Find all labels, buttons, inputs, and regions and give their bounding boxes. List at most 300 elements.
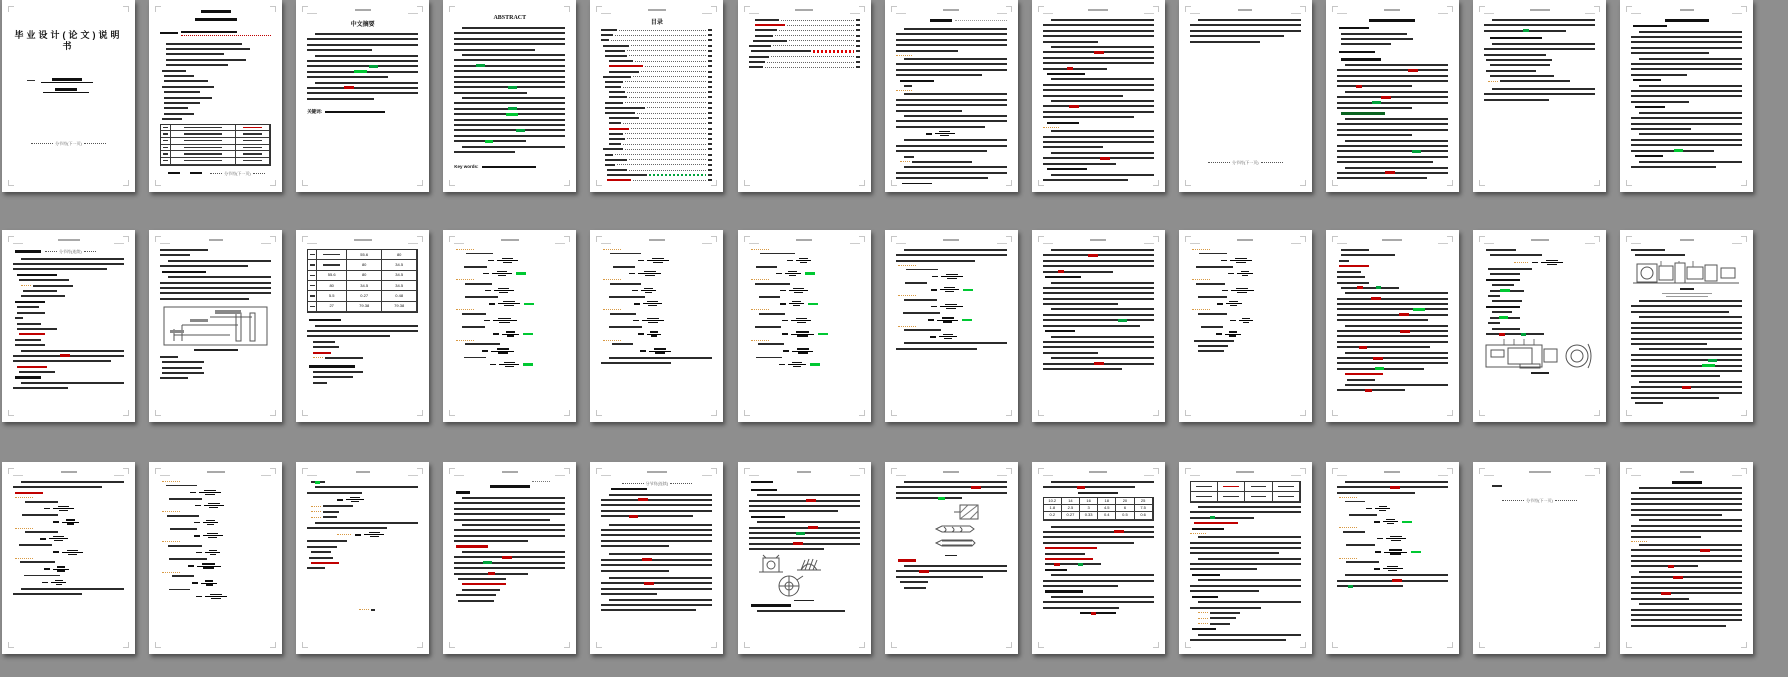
sim-lines bbox=[1484, 311, 1595, 329]
sim-formula bbox=[779, 362, 859, 367]
sim-paragraph bbox=[1337, 574, 1448, 587]
page-header bbox=[1190, 238, 1301, 247]
sim-formula bbox=[1222, 288, 1301, 293]
sim-lines bbox=[1484, 284, 1595, 302]
page-thumbnail-10[interactable] bbox=[1326, 0, 1459, 192]
sim-paragraph bbox=[1631, 381, 1742, 399]
sim-lines bbox=[454, 578, 565, 591]
sim-lines bbox=[1484, 59, 1595, 66]
sim-formula bbox=[1375, 549, 1448, 554]
task-title-line bbox=[160, 31, 271, 36]
page-header bbox=[1043, 8, 1154, 17]
sim-formula bbox=[44, 566, 124, 571]
note-sim bbox=[1043, 612, 1154, 614]
sim-formula bbox=[787, 258, 859, 263]
sim-paragraph bbox=[896, 342, 1007, 349]
sim-formula bbox=[194, 520, 272, 525]
sim-paragraph bbox=[1043, 152, 1154, 165]
section-heading: ABSTRACT bbox=[493, 15, 527, 21]
sim-paragraph bbox=[454, 551, 565, 575]
sim-formula bbox=[195, 503, 271, 508]
sim-formula bbox=[1377, 536, 1448, 541]
sim-paragraph bbox=[307, 486, 418, 493]
sim-paragraph bbox=[1631, 112, 1742, 130]
subheading-sim bbox=[751, 516, 785, 518]
page-header bbox=[1631, 8, 1742, 17]
sim-paragraph bbox=[1337, 167, 1448, 180]
sim-paragraph bbox=[13, 382, 124, 389]
sim-paragraph bbox=[454, 27, 565, 51]
sim-paragraph bbox=[1190, 579, 1301, 592]
sim-lines bbox=[1190, 522, 1301, 524]
sim-lines bbox=[160, 249, 271, 256]
subheading-sim bbox=[1341, 112, 1385, 114]
page-header bbox=[1337, 8, 1448, 17]
page-thumbnail-11[interactable] bbox=[1473, 0, 1606, 192]
page-header bbox=[1484, 470, 1595, 479]
sim-paragraph bbox=[749, 521, 860, 550]
page-thumbnail-6[interactable] bbox=[738, 0, 871, 192]
page-thumbnail-22[interactable] bbox=[1326, 230, 1459, 422]
sim-lines bbox=[160, 43, 271, 120]
sim-formula bbox=[196, 550, 271, 555]
subheading-sim bbox=[900, 80, 934, 82]
sim-paragraph bbox=[1484, 19, 1595, 32]
subheading-sim bbox=[162, 271, 206, 273]
page-header bbox=[601, 238, 712, 247]
page-thumbnail-14[interactable] bbox=[149, 230, 282, 422]
subheading-sim bbox=[1490, 37, 1542, 39]
sim-lines bbox=[1337, 287, 1448, 289]
sim-paragraph bbox=[1190, 634, 1301, 641]
sim-formula bbox=[640, 348, 713, 353]
page-header bbox=[1484, 238, 1595, 247]
page-thumbnail-12[interactable] bbox=[1620, 0, 1753, 192]
toc-lines bbox=[601, 29, 712, 181]
page-header bbox=[1631, 470, 1742, 479]
table-sim bbox=[1190, 481, 1301, 503]
page-header bbox=[601, 470, 712, 479]
figure-cutter bbox=[749, 554, 860, 598]
sim-lines bbox=[307, 557, 418, 570]
table-sim: 55.6 80 80 34.5 55.6 80 34.5 80 34.5 34.5 5.5 0.27 0.48 27 79.38 79.38 bbox=[307, 249, 418, 313]
sim-formula bbox=[490, 362, 565, 367]
figure-caption-sim bbox=[896, 555, 1007, 557]
subheading-sim bbox=[15, 376, 41, 378]
page-header bbox=[13, 470, 124, 479]
sim-paragraph bbox=[749, 610, 860, 612]
sim-paragraph bbox=[601, 494, 712, 518]
section-break-marker: 分节符(下一页) bbox=[13, 141, 124, 146]
sim-paragraph bbox=[1337, 352, 1448, 370]
page-thumbnail-9[interactable] bbox=[1179, 0, 1312, 192]
page-header bbox=[601, 8, 712, 17]
sim-formula bbox=[638, 331, 713, 336]
sim-paragraph bbox=[1631, 31, 1742, 55]
sim-formula bbox=[484, 318, 565, 323]
sim-lines bbox=[307, 609, 418, 611]
subheading-sim bbox=[1339, 27, 1369, 29]
sim-formula bbox=[192, 580, 271, 585]
keywords-line: 关键词: bbox=[307, 109, 418, 115]
sim-paragraph bbox=[1190, 601, 1301, 608]
sim-formula bbox=[42, 580, 124, 585]
sim-paragraph bbox=[13, 258, 124, 271]
sim-paragraph bbox=[1484, 43, 1595, 56]
sim-paragraph bbox=[454, 54, 565, 94]
sim-paragraph bbox=[896, 139, 1007, 152]
subheading-sim bbox=[1192, 596, 1218, 598]
figure-caption-sim bbox=[749, 600, 860, 602]
sim-paragraph bbox=[454, 146, 565, 153]
subheading-sim bbox=[1341, 58, 1381, 60]
page-thumbnail-21[interactable] bbox=[1179, 230, 1312, 422]
sim-paragraph bbox=[1631, 348, 1742, 377]
sim-formula bbox=[928, 317, 1007, 322]
sim-paragraph bbox=[13, 481, 124, 488]
sim-lines bbox=[1631, 402, 1742, 404]
subheading-sim bbox=[1339, 51, 1375, 53]
sim-lines bbox=[307, 505, 418, 518]
page-thumbnail-30[interactable] bbox=[738, 462, 871, 654]
sim-paragraph bbox=[1484, 88, 1595, 101]
heading-sim bbox=[1337, 19, 1448, 22]
sim-paragraph bbox=[1337, 91, 1448, 109]
sim-paragraph bbox=[13, 350, 124, 363]
sim-paragraph bbox=[601, 577, 712, 595]
sim-paragraph bbox=[307, 33, 418, 51]
sim-paragraph bbox=[1631, 316, 1742, 345]
subheading-sim bbox=[309, 365, 355, 367]
sim-paragraph bbox=[1043, 526, 1154, 544]
page-thumbnail-2[interactable] bbox=[149, 0, 282, 192]
sim-formula bbox=[485, 288, 566, 293]
page-thumbnail-24[interactable] bbox=[1620, 230, 1753, 422]
sim-paragraph bbox=[1043, 249, 1154, 273]
sim-formula bbox=[1374, 566, 1448, 571]
figure-caption-sim bbox=[160, 349, 271, 351]
sim-paragraph bbox=[1631, 300, 1742, 313]
page-thumbnail-36[interactable] bbox=[1620, 462, 1753, 654]
sim-formula bbox=[40, 536, 124, 541]
page-header bbox=[1337, 470, 1448, 479]
sim-paragraph bbox=[1337, 481, 1448, 494]
subheading-sim bbox=[456, 491, 470, 493]
figure-drillpart bbox=[896, 503, 1007, 553]
subheading-sim bbox=[17, 274, 57, 276]
sim-paragraph bbox=[1631, 541, 1742, 568]
sim-paragraph bbox=[601, 524, 712, 548]
sim-formula bbox=[194, 533, 272, 538]
subheading-sim bbox=[1045, 569, 1067, 571]
sim-formula bbox=[1514, 260, 1595, 265]
sim-formula bbox=[776, 271, 860, 276]
page-thumbnail-8[interactable] bbox=[1032, 0, 1165, 192]
sim-lines bbox=[1043, 547, 1154, 565]
sim-formula bbox=[1228, 271, 1300, 276]
page-header bbox=[160, 238, 271, 247]
figure-figbox bbox=[160, 305, 271, 347]
sim-paragraph bbox=[160, 260, 271, 267]
subheading-sim bbox=[1635, 106, 1665, 108]
heading-sim bbox=[454, 485, 565, 488]
sim-paragraph bbox=[1631, 519, 1742, 537]
page-header bbox=[1043, 238, 1154, 247]
figure-caption-sim bbox=[1484, 372, 1595, 374]
subheading-sim bbox=[1192, 574, 1220, 576]
sim-formula bbox=[638, 258, 713, 263]
page-header bbox=[1337, 238, 1448, 247]
sim-formula bbox=[780, 288, 860, 293]
sim-paragraph bbox=[601, 599, 712, 612]
sim-paragraph bbox=[1043, 127, 1154, 148]
subheading-sim bbox=[1047, 122, 1079, 124]
page-thumbnail-20[interactable] bbox=[1032, 230, 1165, 422]
sim-paragraph bbox=[1631, 571, 1742, 600]
page-thumbnail-15[interactable] bbox=[296, 230, 429, 422]
sim-paragraph bbox=[1043, 574, 1154, 587]
sim-formula bbox=[188, 563, 271, 568]
sim-paragraph bbox=[1631, 161, 1742, 168]
page-header bbox=[896, 8, 1007, 17]
subheading-sim bbox=[15, 492, 43, 494]
sim-formula bbox=[53, 550, 124, 555]
figure-machine2 bbox=[1631, 260, 1742, 286]
sim-paragraph bbox=[1043, 174, 1154, 181]
section-break-marker: 分节符(下一页) bbox=[1190, 160, 1301, 165]
sim-paragraph bbox=[1043, 357, 1154, 370]
sim-lines bbox=[13, 366, 124, 373]
sim-paragraph bbox=[1043, 78, 1154, 96]
sim-paragraph bbox=[13, 588, 124, 595]
subheading-sim bbox=[1635, 155, 1663, 157]
sim-lines bbox=[896, 156, 1007, 163]
sim-paragraph bbox=[601, 553, 712, 571]
sim-paragraph bbox=[1631, 58, 1742, 76]
page-header bbox=[454, 238, 565, 247]
subheading-sim bbox=[1045, 276, 1081, 278]
section-heading: 目录 bbox=[650, 20, 663, 26]
subheading-sim bbox=[751, 604, 791, 606]
subheading-sim bbox=[1045, 330, 1075, 332]
sim-lines bbox=[1484, 485, 1595, 487]
sim-formula bbox=[482, 348, 565, 353]
sim-paragraph bbox=[454, 524, 565, 542]
sim-paragraph bbox=[307, 325, 418, 338]
sim-paragraph bbox=[160, 276, 271, 300]
page-thumbnail-19[interactable] bbox=[885, 230, 1018, 422]
page-header bbox=[749, 470, 860, 479]
document-title: 毕业设计(论文)说明书 bbox=[14, 30, 123, 51]
sim-paragraph bbox=[896, 28, 1007, 52]
page-thumbnail-29[interactable] bbox=[590, 462, 723, 654]
sim-paragraph bbox=[1190, 533, 1301, 554]
page-thumbnail-13[interactable] bbox=[2, 230, 135, 422]
subheading-sim bbox=[1192, 528, 1224, 530]
page-thumbnail-4[interactable] bbox=[443, 0, 576, 192]
sim-lines bbox=[1631, 249, 1742, 256]
table-sim: 10.2 14 16 18 20 25 1.8 2.5 3 4.5 6 7.5 0.2 0.27 0.33 0.4 0.5 0.6 bbox=[1043, 497, 1154, 521]
sim-paragraph bbox=[601, 357, 712, 364]
sim-formula bbox=[1366, 506, 1448, 511]
sim-lines bbox=[1484, 268, 1595, 275]
sim-formula bbox=[633, 318, 712, 323]
section-break-marker: 分节符(下一页) bbox=[1484, 498, 1595, 503]
page-header bbox=[1190, 470, 1301, 479]
sim-formula bbox=[782, 318, 859, 323]
page-header bbox=[896, 470, 1007, 479]
sim-paragraph bbox=[1043, 19, 1154, 43]
sim-formula bbox=[931, 287, 1007, 292]
sim-paragraph bbox=[1190, 19, 1301, 37]
sim-paragraph bbox=[896, 90, 1007, 111]
sim-formula bbox=[782, 331, 859, 336]
page-thumbnail-3[interactable] bbox=[296, 0, 429, 192]
sim-formula bbox=[337, 532, 418, 537]
sim-paragraph bbox=[307, 82, 418, 100]
subheading-sim bbox=[1192, 628, 1216, 630]
page-header bbox=[307, 238, 418, 247]
sim-formula bbox=[931, 304, 1007, 309]
subheading-sim bbox=[1047, 73, 1085, 75]
page-thumbnail-34[interactable] bbox=[1326, 462, 1459, 654]
page-header bbox=[1631, 238, 1742, 247]
sim-formula bbox=[44, 506, 124, 511]
page-header bbox=[749, 8, 860, 17]
sim-lines bbox=[1337, 249, 1448, 262]
sim-paragraph bbox=[1043, 336, 1154, 354]
sim-formula bbox=[1221, 258, 1300, 263]
page-thumbnail-25[interactable] bbox=[2, 462, 135, 654]
subheading-sim bbox=[15, 301, 45, 303]
sim-paragraph bbox=[1337, 384, 1448, 391]
sim-paragraph bbox=[454, 97, 565, 142]
sim-lines bbox=[896, 85, 1007, 87]
page-header bbox=[1190, 8, 1301, 17]
sim-lines bbox=[454, 481, 565, 482]
sim-lines bbox=[307, 371, 418, 384]
sim-lines bbox=[13, 279, 124, 297]
sim-lines bbox=[1337, 373, 1448, 380]
heading-sim bbox=[1631, 481, 1742, 484]
sim-paragraph bbox=[1337, 118, 1448, 136]
sim-formula bbox=[780, 301, 860, 306]
heading-sim bbox=[1631, 19, 1742, 22]
subheading-sim bbox=[1633, 25, 1667, 27]
sim-lines bbox=[307, 540, 418, 553]
sim-formula bbox=[926, 131, 1007, 136]
sim-lines bbox=[1190, 41, 1301, 43]
subheading-sim bbox=[898, 559, 916, 561]
sim-lines bbox=[896, 581, 1007, 588]
sim-paragraph bbox=[1631, 85, 1742, 103]
subheading-sim bbox=[751, 481, 773, 483]
subheading-sim bbox=[456, 545, 488, 547]
subheading-sim bbox=[751, 489, 777, 491]
page-thumbnail-18[interactable] bbox=[738, 230, 871, 422]
page-header bbox=[1484, 8, 1595, 17]
sim-lines bbox=[1484, 249, 1595, 256]
sim-lines bbox=[13, 306, 124, 346]
sim-paragraph bbox=[896, 481, 1007, 499]
sim-paragraph bbox=[307, 522, 418, 529]
section-break-marker: 分节符(连续) bbox=[13, 249, 124, 254]
sim-formula bbox=[489, 301, 566, 306]
page-thumbnail-26[interactable] bbox=[149, 462, 282, 654]
sim-formula bbox=[1216, 331, 1301, 336]
sim-paragraph bbox=[896, 249, 1007, 262]
sim-lines bbox=[1484, 333, 1595, 335]
page-thumbnail-17[interactable] bbox=[590, 230, 723, 422]
sim-paragraph bbox=[1190, 558, 1301, 571]
page-thumbnail-23[interactable] bbox=[1473, 230, 1606, 422]
sim-formula bbox=[634, 301, 712, 306]
page-thumbnail-7[interactable] bbox=[885, 0, 1018, 192]
page-header bbox=[13, 238, 124, 247]
page-thumbnail-5[interactable] bbox=[590, 0, 723, 192]
page-header bbox=[1043, 470, 1154, 479]
sim-paragraph bbox=[1043, 596, 1154, 609]
sim-lines bbox=[160, 356, 271, 380]
subheading-sim bbox=[1486, 306, 1520, 308]
sim-paragraph bbox=[896, 166, 1007, 179]
subheading-sim bbox=[611, 488, 647, 490]
sim-formula bbox=[1374, 519, 1448, 524]
page-thumbnail-27[interactable] bbox=[296, 462, 429, 654]
page-thumbnail-28[interactable] bbox=[443, 462, 576, 654]
sim-paragraph bbox=[1631, 133, 1742, 151]
sim-paragraph bbox=[1043, 282, 1154, 306]
sim-formula bbox=[632, 288, 712, 293]
keywords-line: Key words: bbox=[454, 164, 565, 170]
subheading-sim bbox=[1045, 590, 1083, 592]
page-thumbnail-16[interactable] bbox=[443, 230, 576, 422]
sim-formula bbox=[1230, 318, 1301, 323]
page-thumbnail-35[interactable] bbox=[1473, 462, 1606, 654]
figure-machine bbox=[1484, 338, 1595, 370]
sim-paragraph bbox=[749, 494, 860, 512]
heading-sim bbox=[896, 19, 1007, 22]
page-thumbnail-31[interactable] bbox=[885, 462, 1018, 654]
sim-formula bbox=[930, 334, 1007, 339]
sim-formula bbox=[488, 258, 565, 263]
sim-lines bbox=[1337, 271, 1448, 284]
page-header bbox=[454, 470, 565, 479]
sim-paragraph bbox=[896, 55, 1007, 76]
page-thumbnail-32[interactable] bbox=[1032, 462, 1165, 654]
page-header bbox=[307, 8, 418, 17]
sim-paragraph bbox=[896, 115, 1007, 128]
sim-paragraph bbox=[307, 55, 418, 79]
sim-lines bbox=[1337, 33, 1448, 46]
sim-paragraph bbox=[1337, 325, 1448, 349]
sim-formula bbox=[190, 490, 272, 495]
sim-paragraph bbox=[896, 565, 1007, 578]
heading-sim bbox=[160, 10, 271, 13]
sim-formula bbox=[53, 519, 124, 524]
sim-formula bbox=[629, 271, 712, 276]
sim-lines bbox=[1484, 70, 1595, 83]
sim-paragraph bbox=[1337, 292, 1448, 321]
section-break-marker: 分节符(下一页) bbox=[160, 171, 271, 176]
subheading-sim bbox=[1339, 265, 1369, 267]
sim-formula bbox=[783, 348, 859, 353]
page-thumbnail-1[interactable] bbox=[2, 0, 135, 192]
heading-sim bbox=[160, 18, 271, 21]
sim-paragraph bbox=[1631, 603, 1742, 627]
page-thumbnail-33[interactable] bbox=[1179, 462, 1312, 654]
sim-paragraph bbox=[454, 497, 565, 521]
